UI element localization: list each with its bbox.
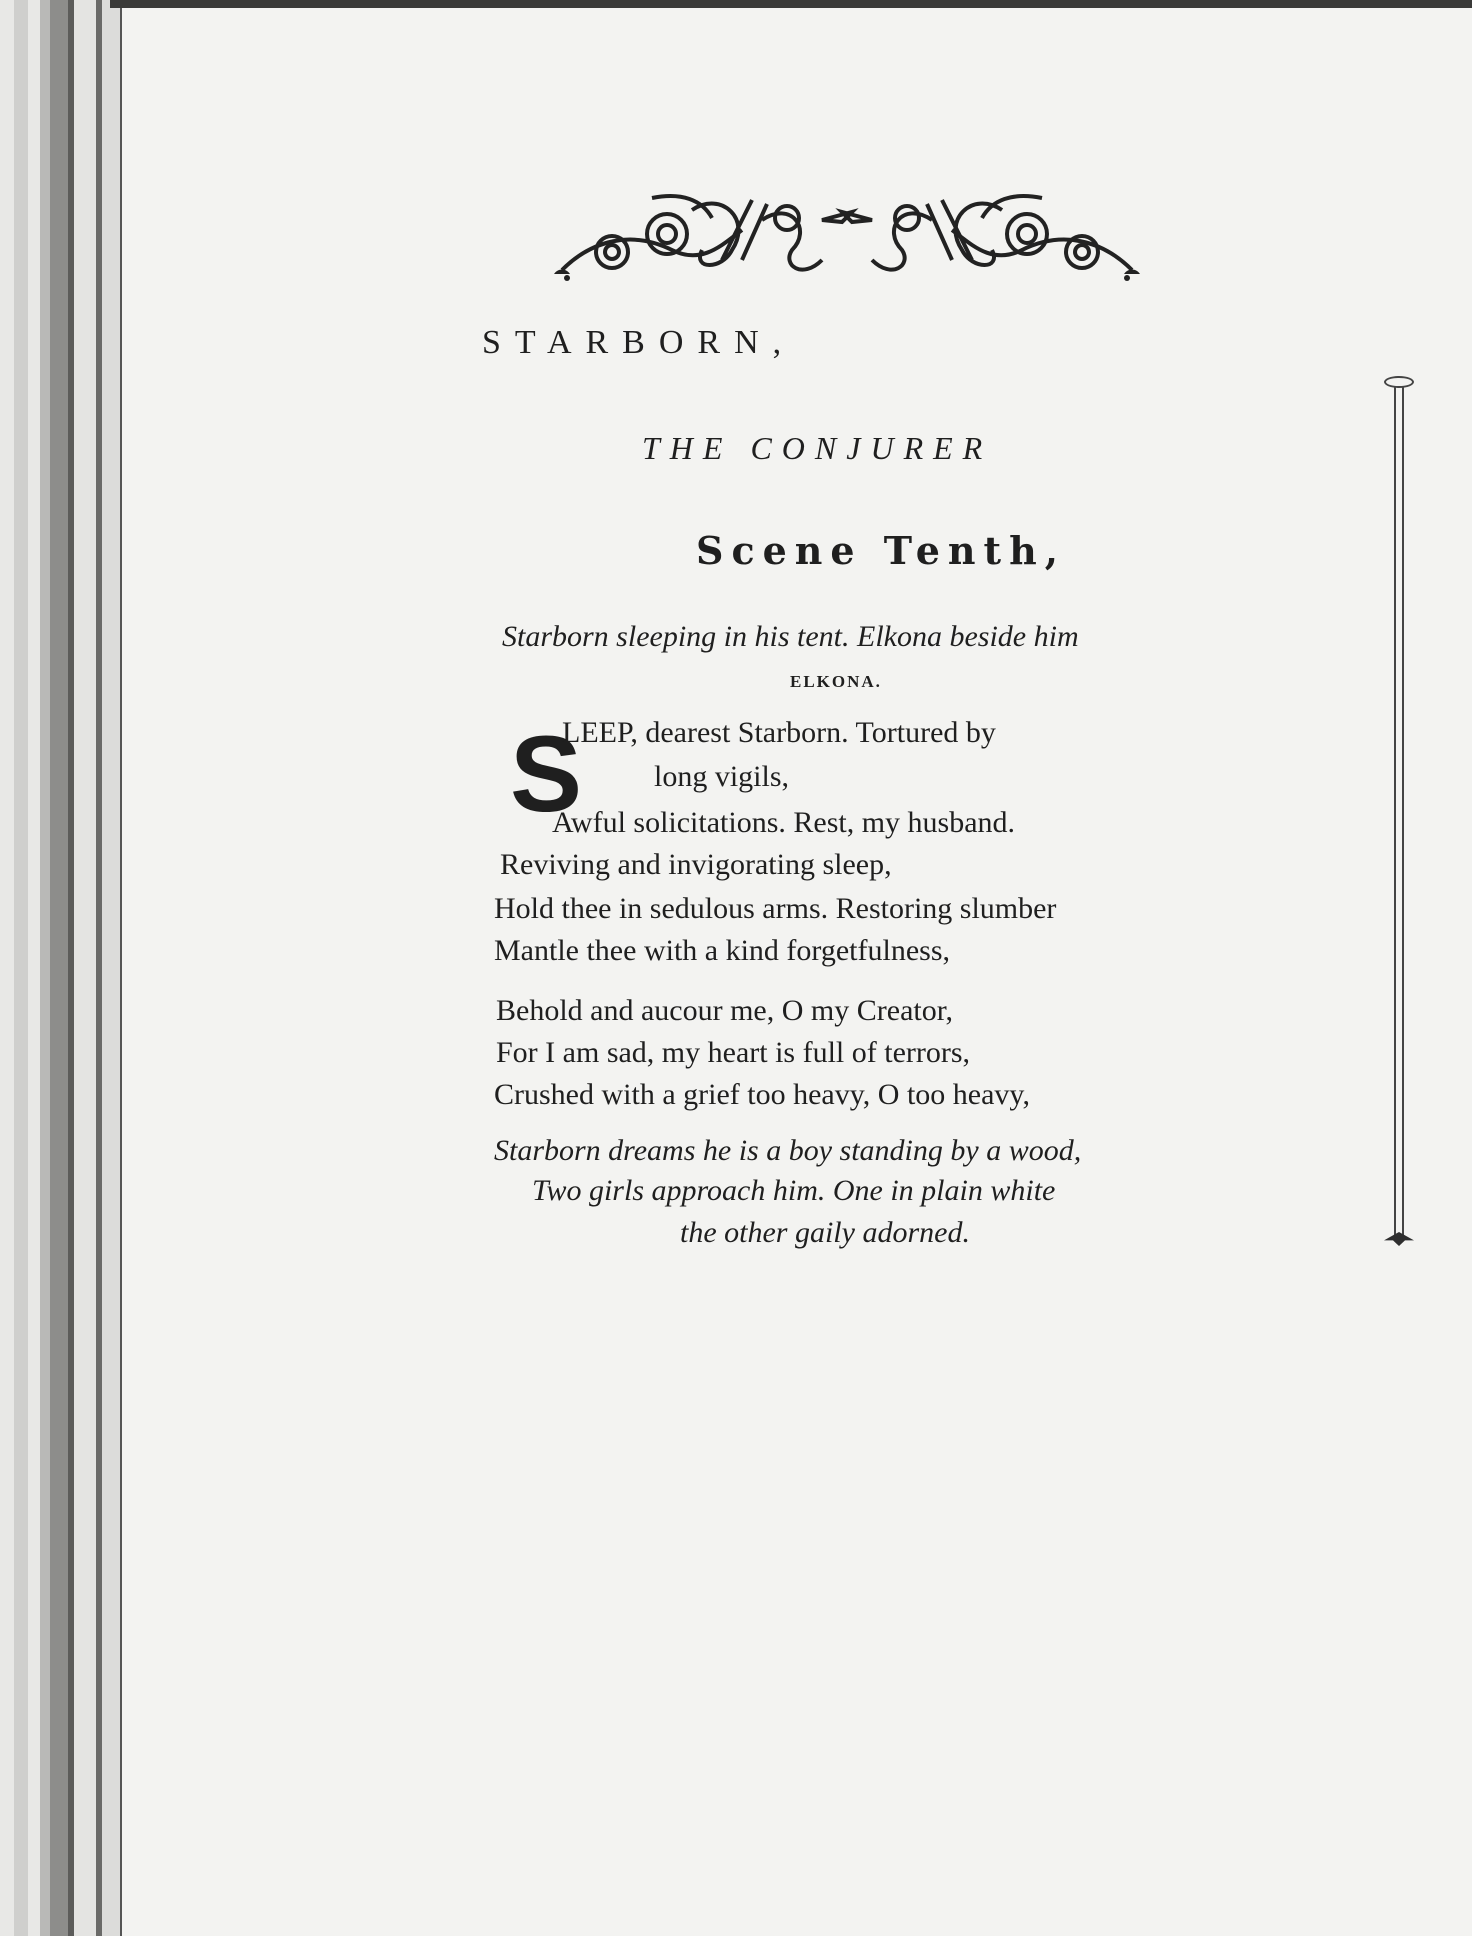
scene-heading: Scene Tenth, xyxy=(696,528,1066,573)
page-top-shadow xyxy=(110,0,1472,8)
verse-line: Awful solicitations. Rest, my husband. xyxy=(552,806,1016,839)
verse-line: LEEP, dearest Starborn. Tortured by xyxy=(562,716,996,749)
page-edge xyxy=(14,0,28,1936)
page-marker-bar xyxy=(1394,382,1404,1240)
verse-line: Mantle thee with a kind forgetfulness, xyxy=(494,934,951,967)
verse-line: Crushed with a grief too heavy, O too heavy, xyxy=(494,1078,1030,1111)
verse-line: Hold thee in sedulous arms. Restoring slumber xyxy=(494,892,1057,925)
verse-line: Reviving and invigorating sleep, xyxy=(500,848,892,881)
page-edge xyxy=(50,0,68,1936)
drop-cap: S xyxy=(510,713,583,834)
page-title: STARBORN, xyxy=(482,324,796,361)
verse-line: Behold and aucour me, O my Creator, xyxy=(496,994,954,1027)
ornament-headpiece xyxy=(552,190,1142,292)
stage-direction: Starborn dreams he is a boy standing by a wood, xyxy=(494,1134,1082,1167)
page-edge xyxy=(40,0,50,1936)
book-page-edges xyxy=(0,0,125,1936)
stage-direction: Two girls approach him. One in plain white xyxy=(532,1174,1056,1207)
verse-line: long vigils, xyxy=(654,760,790,793)
stage-direction: the other gaily adorned. xyxy=(680,1216,970,1249)
page-subtitle: THE CONJURER xyxy=(642,430,993,466)
page-marker-cap xyxy=(1384,376,1414,388)
page-edge xyxy=(74,0,96,1936)
verse-line: For I am sad, my heart is full of terrors, xyxy=(496,1036,971,1069)
stage-direction: Starborn sleeping in his tent. Elkona beside him xyxy=(502,620,1079,653)
speaker-name: ELKONA. xyxy=(790,672,882,691)
page-edge xyxy=(102,0,120,1936)
book-page xyxy=(120,8,1472,1936)
